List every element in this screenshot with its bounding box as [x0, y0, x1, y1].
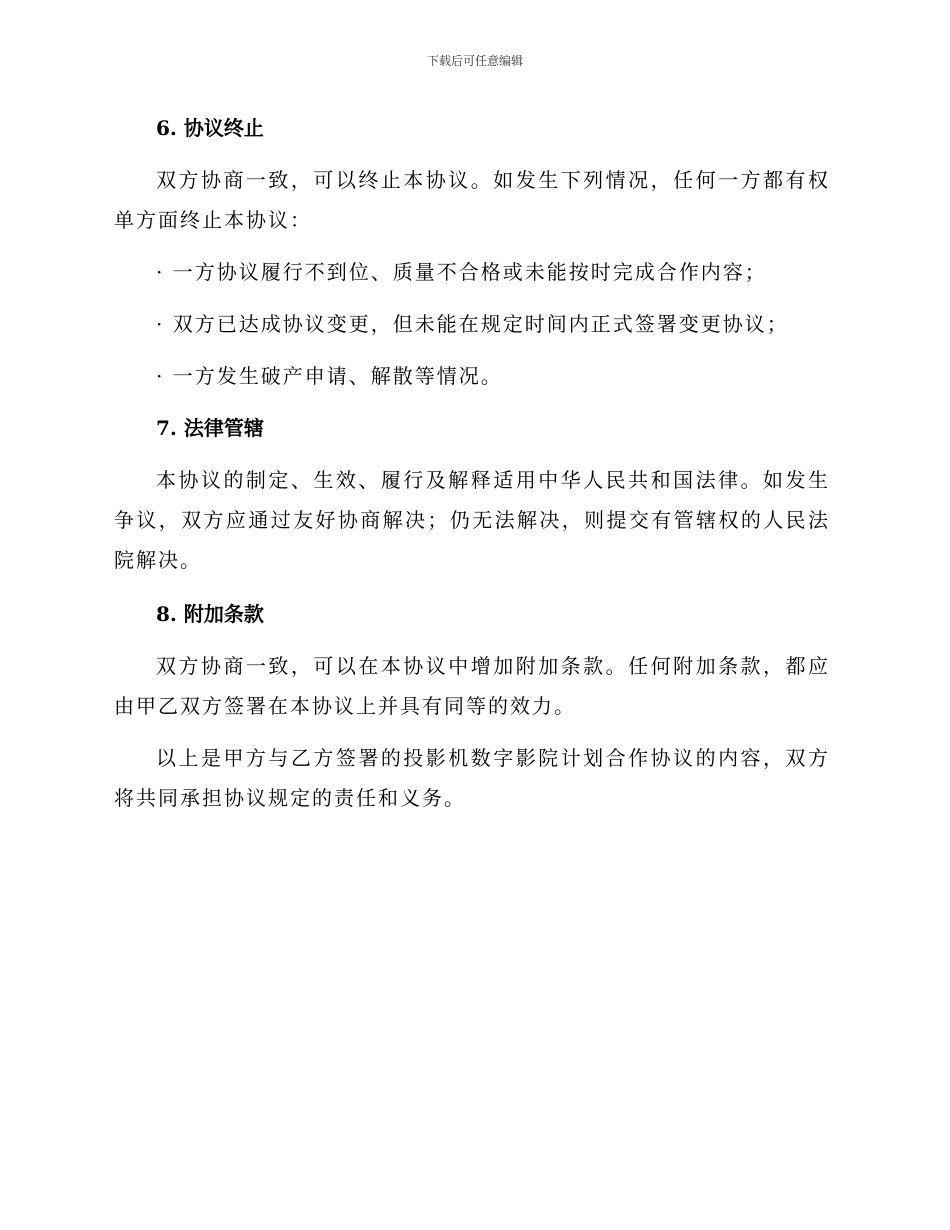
termination-bullet-item: · 双方已达成协议变更，但未能在规定时间内正式签署变更协议； [156, 312, 789, 336]
termination-intro-paragraph: 双方协商一致，可以终止本协议。如发生下列情况，任何一方都有权单方面终止本协议： [114, 168, 830, 232]
page-header-note: 下载后可任意编辑 [426, 54, 523, 68]
termination-bullet-item: · 一方发生破产申请、解散等情况。 [156, 364, 503, 388]
jurisdiction-paragraph: 本协议的制定、生效、履行及解释适用中华人民共和国法律。如发生争议，双方应通过友好协商解决；仍无法解决，则提交有管辖权的人民法院解决。 [114, 468, 830, 572]
closing-paragraph: 以上是甲方与乙方签署的投影机数字影院计划合作协议的内容，双方将共同承担协议规定的责任和义务。 [114, 746, 830, 810]
section-heading-jurisdiction: 7. 法律管辖 [156, 416, 264, 440]
additional-terms-paragraph: 双方协商一致，可以在本协议中增加附加条款。任何附加条款，都应由甲乙双方签署在本协议上并具有同等的效力。 [114, 654, 830, 718]
section-heading-termination: 6. 协议终止 [156, 116, 264, 140]
termination-bullet-item: · 一方协议履行不到位、质量不合格或未能按时完成合作内容； [156, 260, 767, 284]
section-heading-additional-terms: 8. 附加条款 [156, 602, 264, 626]
document-body [114, 108, 830, 818]
